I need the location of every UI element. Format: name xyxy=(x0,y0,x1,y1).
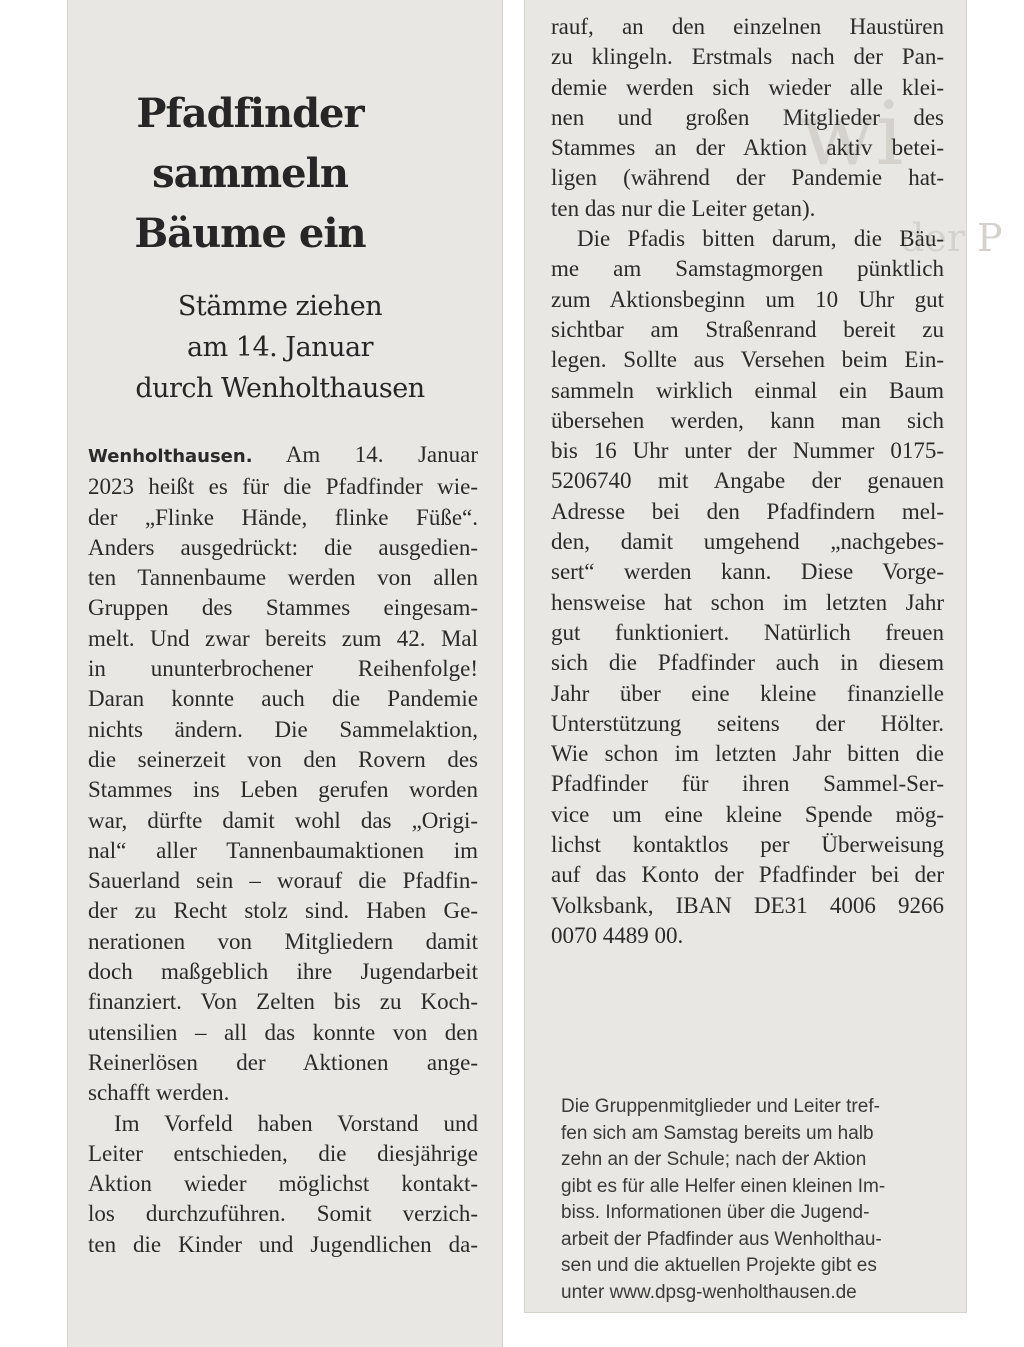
column-line: Die Pfadis bitten darum, die Bäu- xyxy=(577,226,944,252)
column-line: übersehen werden, kann man sich xyxy=(551,407,944,433)
subheadline-line: Stämme ziehen xyxy=(177,291,383,322)
column-line: nichts ändern. Die Sammelaktion, xyxy=(88,716,478,742)
column-line: Unterstützung seitens der Hölter. xyxy=(551,710,944,736)
column-line: sert“ werden kann. Diese Vorge- xyxy=(551,559,944,585)
column-line: Leiter entschieden, die diesjährige xyxy=(88,1140,478,1166)
column-line: finanziert. Von Zelten bis zu Koch- xyxy=(88,989,478,1015)
footnote-line: fen sich am Samstag bereits um halb xyxy=(561,1122,874,1144)
column-line: Wenholthausen. Am 14. Januar xyxy=(88,442,478,467)
footnote-line: gibt es für alle Helfer einen kleinen Im- xyxy=(561,1175,886,1197)
column-line: Im Vorfeld haben Vorstand und xyxy=(114,1110,478,1136)
column-line: ten Tannenbaume werden von allen xyxy=(88,565,478,591)
column-line: zum Aktionsbeginn um 10 Uhr gut xyxy=(551,286,944,312)
column-line: nal“ aller Tannenbaumaktionen im xyxy=(88,837,478,863)
footnote-line: zehn an der Schule; nach der Aktion xyxy=(561,1149,867,1170)
article-column-left xyxy=(88,440,478,1260)
footnote-line: sen und die aktuellen Projekte gibt es xyxy=(561,1255,877,1276)
column-line: ligen (während der Pandemie hat- xyxy=(551,165,944,191)
column-line: utensilien – all das konnte von den xyxy=(88,1019,478,1045)
footnote-line: Die Gruppenmitglieder und Leiter tref- xyxy=(561,1096,880,1117)
column-line: sammeln wirklich einmal ein Baum xyxy=(551,377,944,403)
headline-line: sammeln xyxy=(152,150,348,197)
footnote-line: biss. Informationen über die Jugend- xyxy=(561,1202,870,1223)
column-line: Gruppen des Stammes eingesam- xyxy=(88,595,478,621)
column-line: melt. Und zwar bereits zum 42. Mal xyxy=(88,625,478,651)
column-line: doch maßgeblich ihre Jugendarbeit xyxy=(88,959,478,985)
headline-line: Pfadfinder xyxy=(136,90,364,137)
column-line: Pfadfinder für ihren Sammel-Ser- xyxy=(551,771,944,797)
column-line: hensweise hat schon im letzten Jahr xyxy=(551,589,944,615)
column-line: ten das nur die Leiter getan). xyxy=(551,195,816,221)
column-line: zu klingeln. Erstmals nach der Pan- xyxy=(551,44,944,70)
article-headline xyxy=(60,84,440,264)
show-through-print: der P xyxy=(900,216,1003,260)
column-line: der zu Recht stolz sind. Haben Ge- xyxy=(88,898,478,924)
footnote-line: arbeit der Pfadfinder aus Wenholthau- xyxy=(561,1228,882,1250)
column-line: Adresse bei den Pfadfindern mel- xyxy=(551,498,944,524)
column-line: die seinerzeit von den Rovern des xyxy=(88,746,478,772)
column-line: Sauerland sein – worauf die Pfadfin- xyxy=(88,868,478,894)
column-line: war, dürfte damit wohl das „Origi- xyxy=(88,807,478,833)
column-line: Aktion wieder möglichst kontakt- xyxy=(88,1171,478,1197)
column-line: Wie schon im letzten Jahr bitten die xyxy=(551,741,944,767)
column-line: me am Samstagmorgen pünktlich xyxy=(551,256,944,282)
column-line: Volksbank, IBAN DE31 4006 9266 xyxy=(551,892,944,918)
column-line: demie werden sich wieder alle klei- xyxy=(551,74,944,100)
footnote-line: unter www.dpsg-wenholthausen.de xyxy=(561,1281,857,1303)
headline-line: Bäume ein xyxy=(134,210,366,257)
subheadline-line: durch Wenholthausen xyxy=(135,373,425,404)
column-line: auf das Konto der Pfadfinder bei der xyxy=(551,862,944,888)
column-line: in ununterbrochener Reihenfolge! xyxy=(88,656,478,682)
column-line: Daran konnte auch die Pandemie xyxy=(88,686,478,712)
column-line: los durchzuführen. Somit verzich- xyxy=(88,1201,478,1227)
column-line: nerationen von Mitgliedern damit xyxy=(88,928,478,954)
column-line: 0070 4489 00. xyxy=(551,922,684,948)
column-line: Reinerlösen der Aktionen ange- xyxy=(88,1049,478,1075)
show-through-print: wi xyxy=(800,82,904,185)
column-line: bis 16 Uhr unter der Nummer 0175- xyxy=(551,438,944,464)
column-line: schafft werden. xyxy=(88,1080,230,1106)
column-line: Anders ausgedrückt: die ausgedien- xyxy=(88,534,478,560)
column-line: nen und großen Mitglieder des xyxy=(551,104,944,130)
column-line: lichst kontaktlos per Überweisung xyxy=(551,832,944,858)
column-line: der „Flinke Hände, flinke Füße“. xyxy=(88,504,478,530)
article-column-right xyxy=(551,12,944,951)
dateline: Wenholthausen. xyxy=(88,446,253,467)
column-line: sich die Pfadfinder auch in diesem xyxy=(551,650,944,676)
column-line: den, damit umgehend „nachgebes- xyxy=(551,529,944,555)
article-footnote xyxy=(561,1094,931,1306)
column-line: legen. Sollte aus Versehen beim Ein- xyxy=(551,347,944,373)
article-subheadline xyxy=(100,286,460,409)
column-line: Stammes an der Aktion aktiv betei- xyxy=(551,135,944,161)
subheadline-line: am 14. Januar xyxy=(186,332,373,363)
column-line: sichtbar am Straßenrand bereit zu xyxy=(551,316,944,342)
column-line: Stammes ins Leben gerufen worden xyxy=(88,777,478,803)
column-line: 5206740 mit Angabe der genauen xyxy=(551,468,944,494)
column-line: gut funktioniert. Natürlich freuen xyxy=(551,619,944,645)
column-line: vice um eine kleine Spende mög- xyxy=(551,801,944,827)
column-line: rauf, an den einzelnen Haustüren xyxy=(551,14,944,39)
column-line: ten die Kinder und Jugendlichen da- xyxy=(88,1231,478,1257)
column-line: 2023 heißt es für die Pfadfinder wie- xyxy=(88,474,478,500)
column-line: Jahr über eine kleine finanzielle xyxy=(551,680,944,706)
